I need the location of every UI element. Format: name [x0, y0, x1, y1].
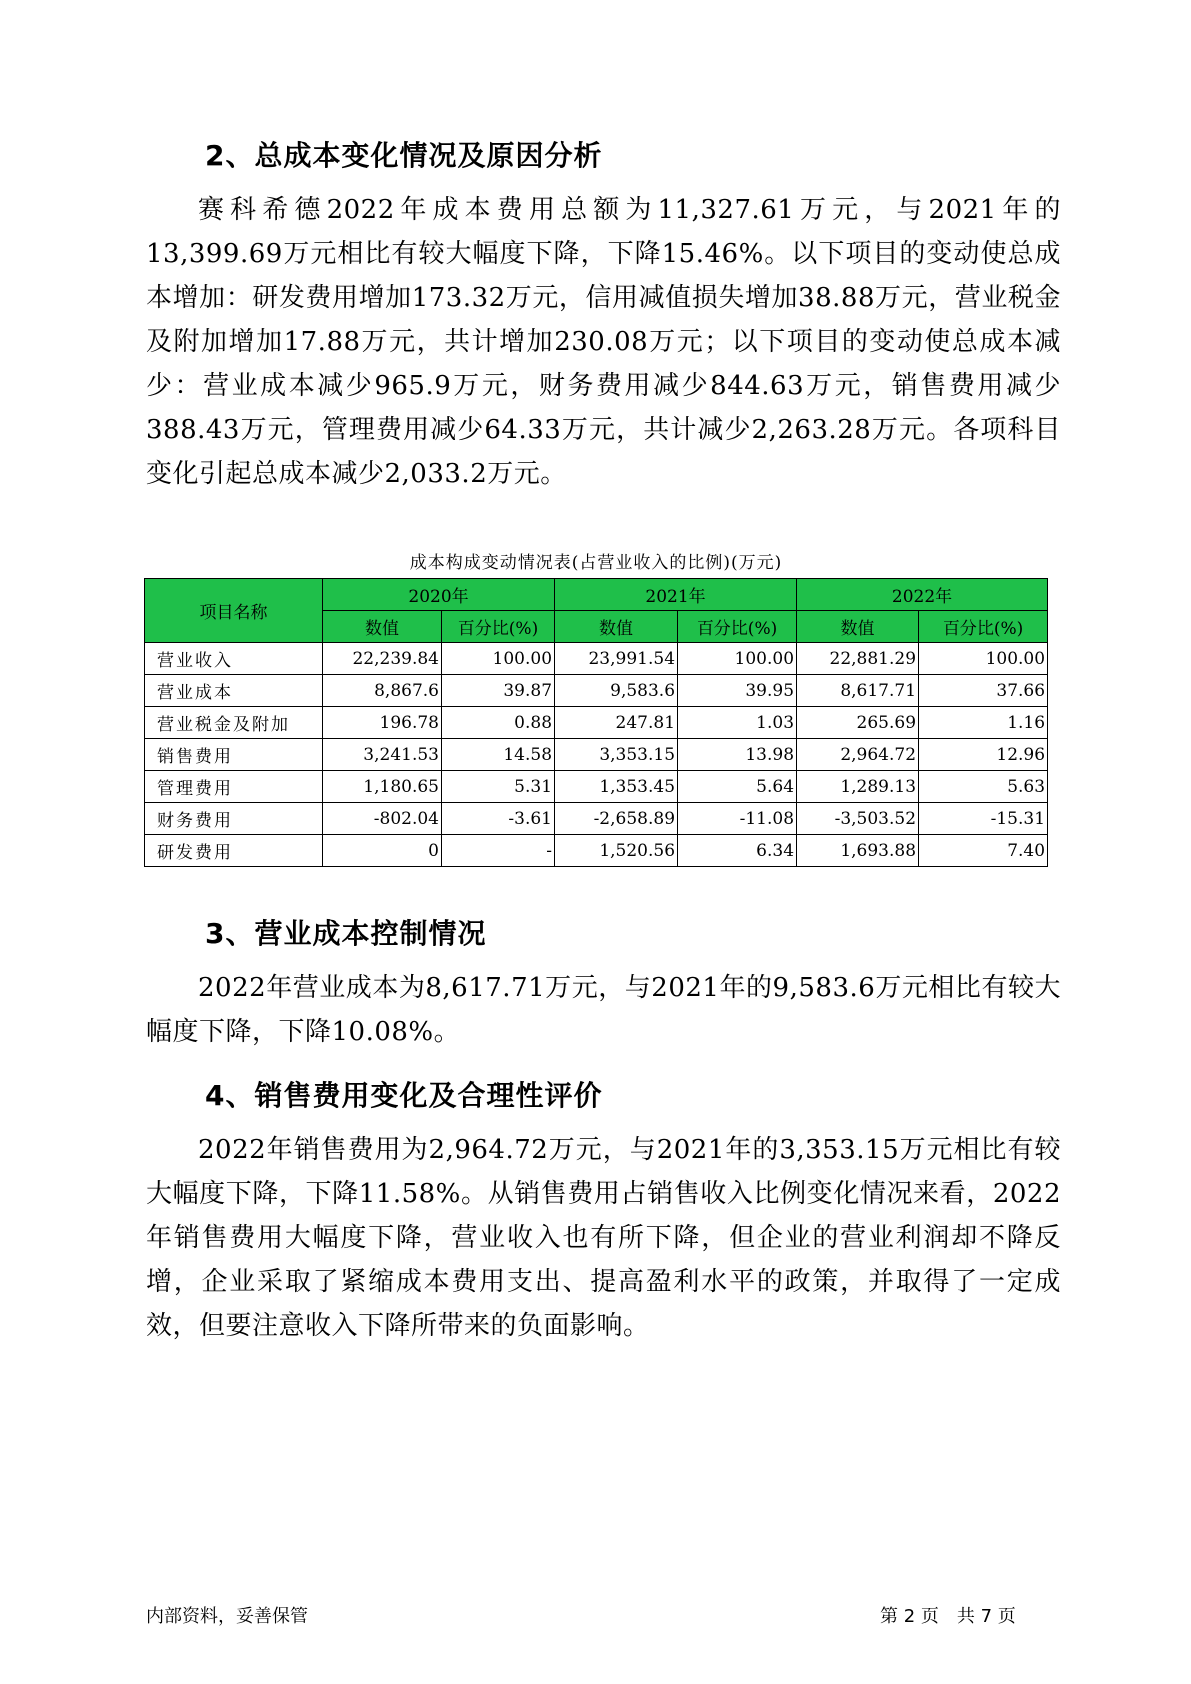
- section-heading-total-cost: 2、总成本变化情况及原因分析: [205, 139, 603, 172]
- table-cell: 0: [323, 835, 442, 867]
- table-cell: 7.40: [919, 835, 1048, 867]
- paragraph-total-cost: 赛科希德2022年成本费用总额为11,327.61万元，与2021年的13,399.69万元相比有较大幅度下降，下降15.46%。以下项目的变动使总成本增加：研发费用增加173.32万元，信用减值损失增加38.88万元，营业税金及附加增加17.88万元，共计增加230.08万元；以下项目的变动使总成本减少：营业成本减少965.9万元，财务费用减少844.63万元，销售费用减少388.43万元，管理费用减少64.33万元，共计减少2,263.28万元。各项科目变化引起总成本减少2,033.2万元。: [146, 195, 1061, 489]
- header-year-2022: 2022年: [797, 579, 1048, 611]
- table-cell: 37.66: [919, 675, 1048, 707]
- row-label: 管理费用: [145, 771, 323, 803]
- cost-structure-table: [144, 578, 1048, 867]
- table-cell: -15.31: [919, 803, 1048, 835]
- table-cell: 5.63: [919, 771, 1048, 803]
- table-caption: 成本构成变动情况表(占营业收入的比例)(万元): [409, 553, 783, 573]
- table-cell: 247.81: [555, 707, 678, 739]
- section-heading-operating-cost: 3、营业成本控制情况: [205, 917, 487, 950]
- table-cell: 1.16: [919, 707, 1048, 739]
- table-cell: -3,503.52: [797, 803, 919, 835]
- table-cell: 100.00: [919, 643, 1048, 675]
- table-cell: 100.00: [678, 643, 797, 675]
- subheader-percent: 百分比(%): [919, 611, 1048, 643]
- subheader-percent: 百分比(%): [678, 611, 797, 643]
- table-cell: -: [442, 835, 555, 867]
- table-cell: 23,991.54: [555, 643, 678, 675]
- table-cell: 1,520.56: [555, 835, 678, 867]
- table-cell: -11.08: [678, 803, 797, 835]
- table-cell: 39.87: [442, 675, 555, 707]
- subheader-value: 数值: [323, 611, 442, 643]
- footer-confidential-note: 内部资料，妥善保管: [146, 1606, 308, 1627]
- table-cell: 8,617.71: [797, 675, 919, 707]
- table-cell: 0.88: [442, 707, 555, 739]
- table-cell: 5.31: [442, 771, 555, 803]
- header-year-2020: 2020年: [323, 579, 555, 611]
- table-row: [145, 707, 1048, 739]
- table-cell: 22,881.29: [797, 643, 919, 675]
- table-cell: 5.64: [678, 771, 797, 803]
- table-cell: 2,964.72: [797, 739, 919, 771]
- table-row: [145, 739, 1048, 771]
- table-cell: 12.96: [919, 739, 1048, 771]
- table-cell: 22,239.84: [323, 643, 442, 675]
- table-cell: 3,353.15: [555, 739, 678, 771]
- table-cell: 6.34: [678, 835, 797, 867]
- table-row: [145, 675, 1048, 707]
- table-row: [145, 771, 1048, 803]
- row-label: 营业成本: [145, 675, 323, 707]
- table-cell: 1,180.65: [323, 771, 442, 803]
- table-cell: 1,353.45: [555, 771, 678, 803]
- table-cell: 100.00: [442, 643, 555, 675]
- paragraph-sales-expense: 2022年销售费用为2,964.72万元，与2021年的3,353.15万元相比有较大幅度下降，下降11.58%。从销售费用占销售收入比例变化情况来看，2022年销售费用大幅度下降，营业收入也有所下降，但企业的营业利润却不降反增，企业采取了紧缩成本费用支出、提高盈利水平的政策，并取得了一定成效，但要注意收入下降所带来的负面影响。: [146, 1135, 1061, 1341]
- paragraph-operating-cost: 2022年营业成本为8,617.71万元，与2021年的9,583.6万元相比有较大幅度下降，下降10.08%。: [146, 973, 1061, 1047]
- table-row: [145, 835, 1048, 867]
- table-cell: -2,658.89: [555, 803, 678, 835]
- row-label: 营业收入: [145, 643, 323, 675]
- table-cell: -802.04: [323, 803, 442, 835]
- section-heading-sales-expense: 4、销售费用变化及合理性评价: [205, 1079, 603, 1112]
- table-cell: 14.58: [442, 739, 555, 771]
- subheader-value: 数值: [555, 611, 678, 643]
- row-label: 财务费用: [145, 803, 323, 835]
- footer-page-number: 第 2 页 共 7 页: [880, 1606, 1016, 1627]
- table-cell: 1,289.13: [797, 771, 919, 803]
- table-cell: 1,693.88: [797, 835, 919, 867]
- header-year-2021: 2021年: [555, 579, 797, 611]
- table-cell: 39.95: [678, 675, 797, 707]
- table-cell: 265.69: [797, 707, 919, 739]
- table-cell: 13.98: [678, 739, 797, 771]
- table-cell: -3.61: [442, 803, 555, 835]
- table-row: [145, 643, 1048, 675]
- table-cell: 8,867.6: [323, 675, 442, 707]
- table-cell: 3,241.53: [323, 739, 442, 771]
- table-cell: 1.03: [678, 707, 797, 739]
- row-label: 销售费用: [145, 739, 323, 771]
- table-row: [145, 803, 1048, 835]
- row-label: 营业税金及附加: [145, 707, 323, 739]
- row-label: 研发费用: [145, 835, 323, 867]
- table-cell: 196.78: [323, 707, 442, 739]
- header-item-name: 项目名称: [145, 579, 323, 643]
- subheader-percent: 百分比(%): [442, 611, 555, 643]
- subheader-value: 数值: [797, 611, 919, 643]
- table-cell: 9,583.6: [555, 675, 678, 707]
